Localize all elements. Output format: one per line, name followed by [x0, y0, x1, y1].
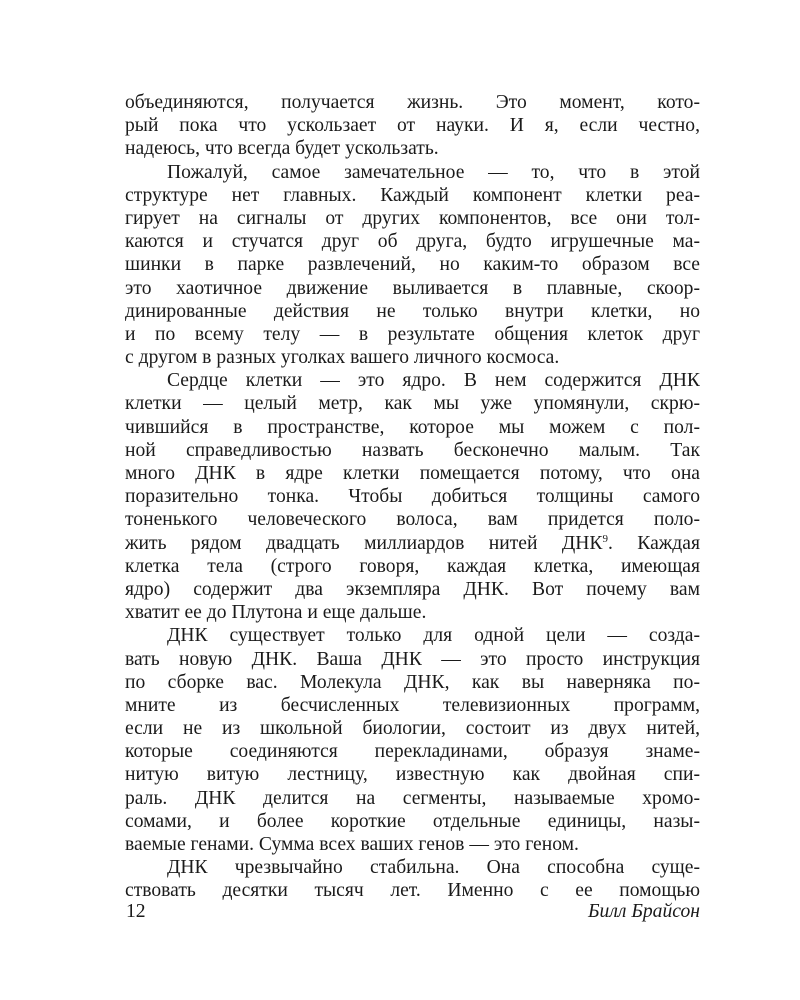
text-line: [125, 763, 700, 786]
text-line-content: структуре нет главных. Каждый компонент клетки реа-: [125, 184, 700, 206]
text-line-content: ядро) содержит два экземпляра ДНК. Вот почему вам: [125, 578, 700, 600]
text-line-content: рый пока что ускользает от науки. И я, если честно,: [125, 115, 700, 137]
page-number: 12: [126, 901, 146, 922]
text-line-tail: . Каждая: [607, 532, 700, 554]
text-line: [125, 300, 700, 323]
text-line: [125, 624, 700, 647]
text-line: [125, 740, 700, 763]
text-line: [125, 439, 700, 462]
text-line: [125, 369, 700, 392]
text-line-content: с другом в разных уголках вашего личного космоса.: [125, 347, 560, 369]
text-line: [125, 277, 700, 300]
text-line-content: чившийся в пространстве, которое мы можем с пол-: [125, 416, 700, 438]
text-line: [125, 578, 700, 601]
text-line: [125, 532, 700, 555]
text-line: [125, 508, 700, 531]
text-line-content: вать новую ДНК. Ваша ДНК — это просто инструкция: [125, 648, 700, 670]
text-line-content: которые соединяются перекладинами, образуя знаме-: [125, 741, 700, 763]
text-line-content: клетки — целый метр, как мы уже упомянули, скрю-: [125, 393, 700, 415]
text-line-content: поразительно тонка. Чтобы добиться толщины самого: [125, 486, 700, 508]
text-line: [125, 323, 700, 346]
text-line-content: ДНК существует только для одной цели — созда-: [167, 625, 700, 647]
text-line: [125, 810, 700, 833]
text-line-content: Пожалуй, самое замечательное — то, что в этой: [167, 161, 700, 183]
text-line-content: ваемые генами. Сумма всех ваших генов — это геном.: [125, 834, 579, 855]
text-line-content: по сборке вас. Молекула ДНК, как вы наверняка по-: [125, 671, 700, 693]
text-line: [125, 694, 700, 717]
text-line-content: тоненького человеческого волоса, вам придется поло-: [125, 509, 700, 531]
text-line-content: ствовать десятки тысяч лет. Именно с ее помощью: [125, 880, 700, 902]
text-line-content: шинки в парке развлечений, но каким-то образом все: [125, 254, 700, 276]
text-line: [125, 207, 700, 230]
text-line: [125, 253, 700, 276]
text-line-content: гирует на сигналы от других компонентов, все они тол-: [125, 207, 700, 229]
text-line-content: хватит ее до Плутона и еще дальше.: [125, 602, 427, 624]
text-line-content: много ДНК в ядре клетки помещается потому, что она: [125, 463, 700, 484]
text-line: [125, 555, 700, 578]
text-line-content: клетка тела (строго говоря, каждая клетка, имеющая: [125, 555, 700, 577]
text-line: [125, 230, 700, 253]
text-line: [125, 601, 700, 624]
text-line: [125, 856, 700, 879]
text-line-content: Сердце клетки — это ядро. В нем содержится ДНК: [167, 370, 700, 392]
text-line: [125, 462, 700, 485]
text-line-content: надеюсь, что всегда будет ускользать.: [125, 138, 439, 160]
text-line: [125, 671, 700, 694]
page-body: [125, 91, 700, 903]
text-line-content: ДНК чрезвычайно стабильна. Она способна суще-: [167, 857, 700, 879]
text-line-content: объединяются, получается жизнь. Это момент, кото-: [125, 92, 700, 113]
text-line: [125, 392, 700, 415]
text-line: [125, 114, 700, 137]
text-line-content: каются и стучатся друг об друга, будто игрушечные ма-: [125, 231, 700, 253]
text-line: [125, 416, 700, 439]
text-line-content: жить рядом двадцать миллиардов нитей ДНК: [125, 532, 603, 554]
text-line-content: мните из бесчисленных телевизионных программ,: [125, 694, 700, 716]
text-line: [125, 184, 700, 207]
text-line-content: это хаотичное движение выливается в плавные, скоор-: [125, 277, 700, 299]
text-line: [125, 833, 700, 856]
text-line: [125, 485, 700, 508]
footnote-marker[interactable]: 9: [602, 532, 608, 545]
text-line-content: сомами, и более короткие отдельные единицы, назы-: [125, 810, 700, 832]
text-line: [125, 137, 700, 160]
text-line-content: ной справедливостью назвать бесконечно малым. Так: [125, 439, 700, 461]
text-line-content: раль. ДНК делится на сегменты, называемые хромо-: [125, 787, 700, 809]
text-line: [125, 717, 700, 740]
text-line: [125, 648, 700, 671]
text-line-content: нитую витую лестницу, известную как двойная спи-: [125, 764, 700, 786]
text-line-content: и по всему телу — в результате общения клеток друг: [125, 323, 700, 345]
text-line: [125, 91, 700, 114]
text-line-content: динированные действия не только внутри клетки, но: [125, 300, 700, 322]
text-line: [125, 346, 700, 369]
text-line: [125, 161, 700, 184]
text-line-content: если не из школьной биологии, состоит из двух нитей,: [125, 718, 700, 740]
running-footer-author: Билл Брайсон: [587, 901, 700, 922]
text-line: [125, 787, 700, 810]
